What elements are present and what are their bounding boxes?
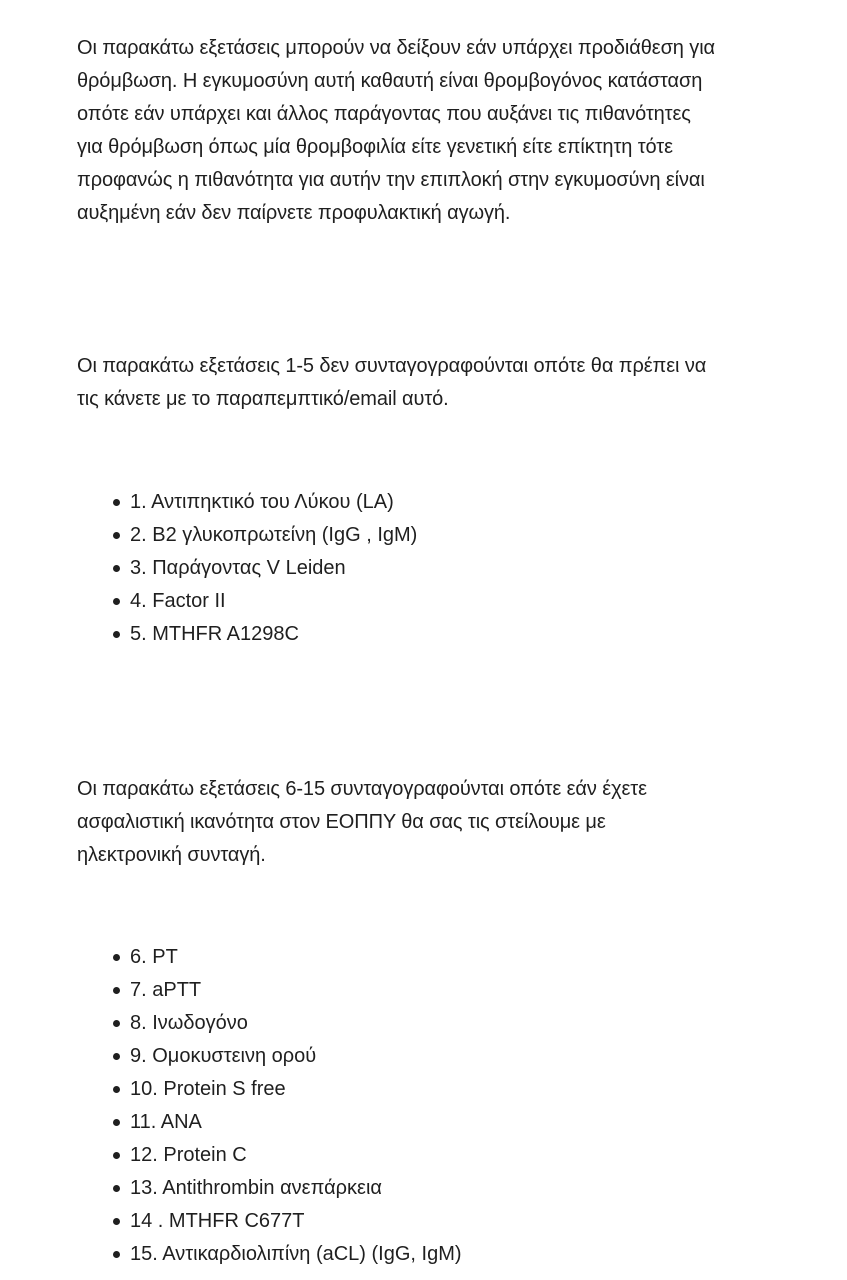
bullet-icon xyxy=(113,631,120,638)
list-item xyxy=(110,552,417,585)
paragraph-line: οπότε εάν υπάρχει και άλλος παράγοντας που αυξάνει τις πιθανότητες xyxy=(77,103,691,125)
list-item xyxy=(110,1205,462,1238)
list-item-label: 11. ANA xyxy=(130,1111,202,1133)
bullet-icon xyxy=(113,598,120,605)
list-item xyxy=(110,1073,462,1106)
bullet-icon xyxy=(113,987,120,994)
list-item-label: 12. Protein C xyxy=(130,1144,247,1166)
paragraph-line: ηλεκτρονική συνταγή. xyxy=(77,844,266,866)
list-item-label: 13. Antithrombin ανεπάρκεια xyxy=(130,1177,382,1199)
bullet-icon xyxy=(113,1152,120,1159)
list-item-label: 7. aPTT xyxy=(130,979,202,1001)
non-prescribed-paragraph xyxy=(77,350,777,416)
list-item xyxy=(110,1007,462,1040)
list-item-label: 3. Παράγοντας V Leiden xyxy=(130,557,346,579)
list-item xyxy=(110,486,417,519)
paragraph-line: προφανώς η πιθανότητα για αυτήν την επιπλοκή στην εγκυμοσύνη είναι xyxy=(77,169,705,191)
bullet-icon xyxy=(113,1053,120,1060)
paragraph-line: Οι παρακάτω εξετάσεις 1-5 δεν συνταγογραφούνται οπότε θα πρέπει να xyxy=(77,355,707,377)
list-item-label: 4. Factor II xyxy=(130,590,226,612)
list-item xyxy=(110,1238,462,1271)
list-item-label: 1. Αντιπηκτικό του Λύκου (LA) xyxy=(130,491,394,513)
paragraph-line: αυξημένη εάν δεν παίρνετε προφυλακτική αγωγή. xyxy=(77,202,511,224)
bullet-icon xyxy=(113,1218,120,1225)
list-item-label: 14 . MTHFR C677T xyxy=(130,1210,305,1232)
prescribed-paragraph xyxy=(77,773,777,872)
list-item xyxy=(110,519,417,552)
list-item-label: 10. Protein S free xyxy=(130,1078,286,1100)
list-item-label: 6. PT xyxy=(130,946,178,968)
bullet-icon xyxy=(113,499,120,506)
bullet-icon xyxy=(113,532,120,539)
list-item-label: 15. Αντικαρδιολιπίνη (aCL) (IgG, IgM) xyxy=(130,1243,462,1265)
list-item xyxy=(110,618,417,651)
list-item xyxy=(110,941,462,974)
prescribed-tests-list xyxy=(110,941,462,1271)
list-item xyxy=(110,585,417,618)
paragraph-line: για θρόμβωση όπως μία θρομβοφιλία είτε γενετική είτε επίκτητη τότε xyxy=(77,136,673,158)
list-item-label: 2. Β2 γλυκοπρωτείνη (IgG , IgM) xyxy=(130,524,418,546)
bullet-icon xyxy=(113,1086,120,1093)
list-item xyxy=(110,974,462,1007)
paragraph-line: Οι παρακάτω εξετάσεις μπορούν να δείξουν εάν υπάρχει προδιάθεση για xyxy=(77,37,715,59)
intro-paragraph xyxy=(77,32,777,230)
bullet-icon xyxy=(113,1020,120,1027)
list-item-label: 5. MTHFR A1298C xyxy=(130,623,299,645)
bullet-icon xyxy=(113,565,120,572)
list-item xyxy=(110,1040,462,1073)
paragraph-line: Οι παρακάτω εξετάσεις 6-15 συνταγογραφούνται οπότε εάν έχετε xyxy=(77,778,647,800)
bullet-icon xyxy=(113,954,120,961)
non-prescribed-tests-list xyxy=(110,486,417,651)
list-item xyxy=(110,1139,462,1172)
bullet-icon xyxy=(113,1185,120,1192)
list-item xyxy=(110,1106,462,1139)
list-item-label: 8. Ινωδογόνο xyxy=(130,1012,248,1034)
list-item xyxy=(110,1172,462,1205)
list-item-label: 9. Ομοκυστεινη ορού xyxy=(130,1045,317,1067)
paragraph-line: ασφαλιστική ικανότητα στον ΕΟΠΠΥ θα σας τις στείλουμε με xyxy=(77,811,606,833)
bullet-icon xyxy=(113,1119,120,1126)
bullet-icon xyxy=(113,1251,120,1258)
paragraph-line: θρόμβωση. Η εγκυμοσύνη αυτή καθαυτή είναι θρομβογόνος κατάσταση xyxy=(77,70,703,92)
paragraph-line: τις κάνετε με το παραπεμπτικό/email αυτό. xyxy=(77,388,449,410)
